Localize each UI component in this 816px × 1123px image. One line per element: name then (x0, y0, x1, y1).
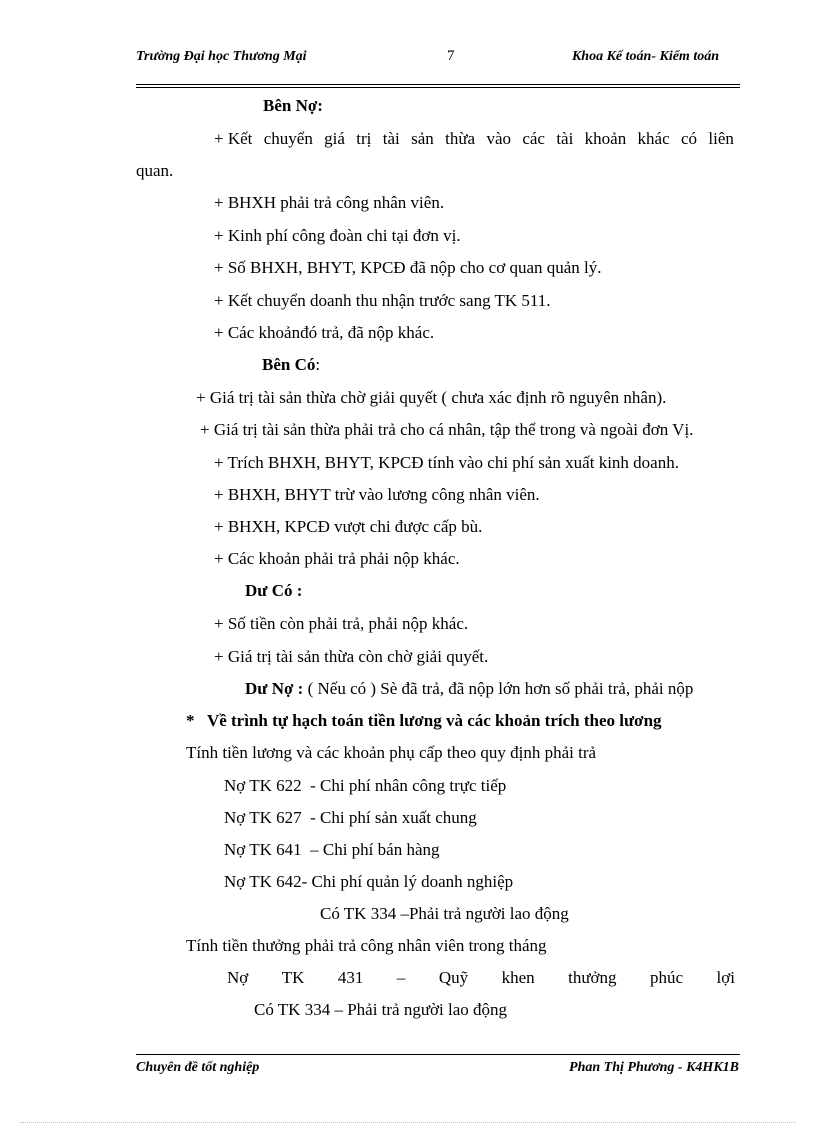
section-heading: * Về trình tự hạch toán tiền lương và các khoản trích theo lương (186, 711, 662, 730)
du-co-item: + Giá trị tài sản thừa còn chờ giải quyết. (214, 647, 489, 666)
ben-co-item: + BHXH, KPCĐ vượt chi được cấp bù. (214, 517, 483, 536)
header-faculty: Khoa Kế toán- Kiểm toán (571, 49, 719, 64)
luong-entry: Nợ TK 627 - Chi phí sản xuất chung (224, 808, 477, 827)
ben-co-item: + Giá trị tài sản thừa chờ giải quyết ( chưa xác định rõ nguyên nhân). (196, 388, 667, 407)
thuong-credit: Có TK 334 – Phải trả người lao động (254, 1000, 508, 1019)
luong-intro: Tính tiền lương và các khoản phụ cấp theo quy định phải trả (186, 743, 597, 762)
luong-entry: Nợ TK 641 – Chi phí bán hàng (224, 840, 440, 859)
ben-no-heading: Bên Nợ: (263, 96, 323, 115)
du-no-line: Dư Nợ : ( Nếu có ) Sè đã trả, đã nộp lớn hơn số phải trả, phải nộp (245, 679, 694, 698)
ben-co-item: + Các khoản phải trả phải nộp khác. (214, 549, 460, 568)
luong-entry: Nợ TK 622 - Chi phí nhân công trực tiếp (224, 776, 507, 795)
footer-thesis-label: Chuyên đề tốt nghiệp (136, 1060, 260, 1075)
luong-credit: Có TK 334 –Phải trả người lao động (320, 904, 569, 923)
header-rule-bottom (136, 87, 740, 88)
ket-chuyen-line: + Kết chuyển giá trị tài sản thừa vào các tài khoản khác có liên (214, 129, 734, 148)
ben-no-item: + Kinh phí công đoàn chi tại đơn vị. (214, 226, 461, 245)
ben-co-item: + BHXH, BHYT trừ vào lương công nhân viên. (214, 485, 540, 504)
ben-co-heading: Bên Có: (262, 355, 321, 374)
ben-co-item: + Trích BHXH, BHYT, KPCĐ tính vào chi phí sản xuất kinh doanh. (214, 453, 679, 472)
thuong-debit-line: Nợ TK 431 – Quỹ khen thưởng phúc lợi (227, 968, 735, 987)
ben-no-item: + Các khoảnđó trả, đã nộp khác. (214, 323, 435, 342)
du-co-heading: Dư Có : (245, 581, 303, 600)
ben-no-item: + Số BHXH, BHYT, KPCĐ đã nộp cho cơ quan quản lý. (214, 258, 602, 277)
footer-author: Phan Thị Phương - K4HK1B (569, 1060, 739, 1075)
footer-rule (136, 1054, 740, 1055)
ben-no-item: + Kết chuyển doanh thu nhận trước sang TK 511. (214, 291, 551, 310)
ben-co-item: + Giá trị tài sản thừa phải trả cho cá nhân, tập thể trong và ngoài đơn Vị. (200, 420, 694, 439)
ket-chuyen-continuation: quan. (136, 161, 174, 180)
header-school-name: Trường Đại học Thương Mại (136, 49, 307, 64)
header-rule-top (136, 84, 740, 85)
page-number: 7 (447, 48, 455, 64)
thuong-intro: Tính tiền thưởng phải trả công nhân viên trong tháng (186, 936, 547, 955)
ben-no-item: + BHXH phải trả công nhân viên. (214, 193, 445, 212)
du-co-item: + Số tiền còn phải trả, phải nộp khác. (214, 614, 469, 633)
luong-entry: Nợ TK 642- Chi phí quản lý doanh nghiệp (224, 872, 514, 891)
